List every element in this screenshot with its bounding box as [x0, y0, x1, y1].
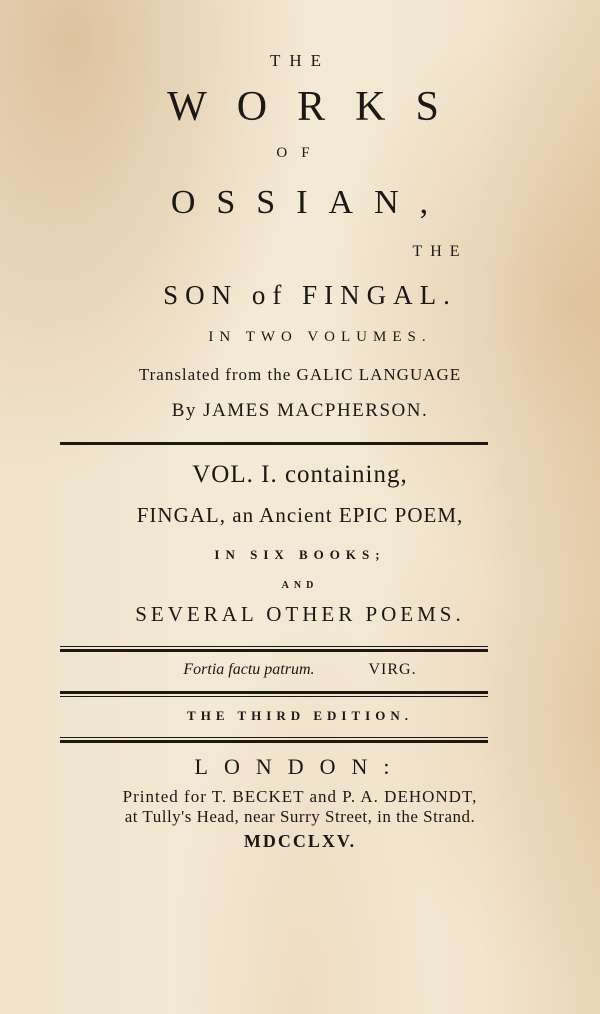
main-poem-line: FINGAL, an Ancient EPIC POEM,	[136, 503, 464, 527]
imprint-city: LONDON:	[194, 754, 406, 779]
translation-note: Translated from the GALIC LANGUAGE	[138, 365, 462, 384]
divider-rule	[60, 649, 488, 652]
volume-heading: VOL. I. containing,	[192, 461, 408, 488]
volumes-note: IN TWO VOLUMES.	[208, 329, 432, 345]
divider-rule	[60, 696, 488, 697]
motto-attribution: VIRG.	[368, 661, 417, 678]
divider-rule	[60, 740, 488, 743]
heading-son-of-fingal: SON of FINGAL.	[163, 280, 457, 310]
motto-line	[0, 662, 600, 678]
imprint-printer-2: at Tully's Head, near Surry Street, in the Strand.	[124, 807, 476, 826]
heading-ossian: OSSIAN,	[170, 184, 450, 221]
edition-line: THE THIRD EDITION.	[187, 708, 413, 723]
divider-rule	[60, 737, 488, 738]
heading-works: WORKS	[167, 84, 469, 130]
divider-rule	[60, 691, 488, 694]
motto-latin: Fortia factu patrum.	[183, 661, 315, 678]
heading-of: OF	[276, 145, 324, 161]
conjunction-line: AND	[281, 580, 319, 591]
other-poems-line: SEVERAL OTHER POEMS.	[135, 602, 465, 626]
imprint-printer-1: Printed for T. BECKET and P. A. DEHONDT,	[122, 787, 478, 806]
heading-the-son: THE	[412, 243, 468, 260]
author-line: By JAMES MACPHERSON.	[171, 400, 429, 421]
divider-rule	[60, 646, 488, 647]
imprint-date: MDCCLXV.	[243, 831, 357, 851]
divider-rule	[60, 442, 488, 445]
heading-the: THE	[269, 51, 331, 70]
books-line: IN SIX BOOKS;	[214, 547, 386, 562]
